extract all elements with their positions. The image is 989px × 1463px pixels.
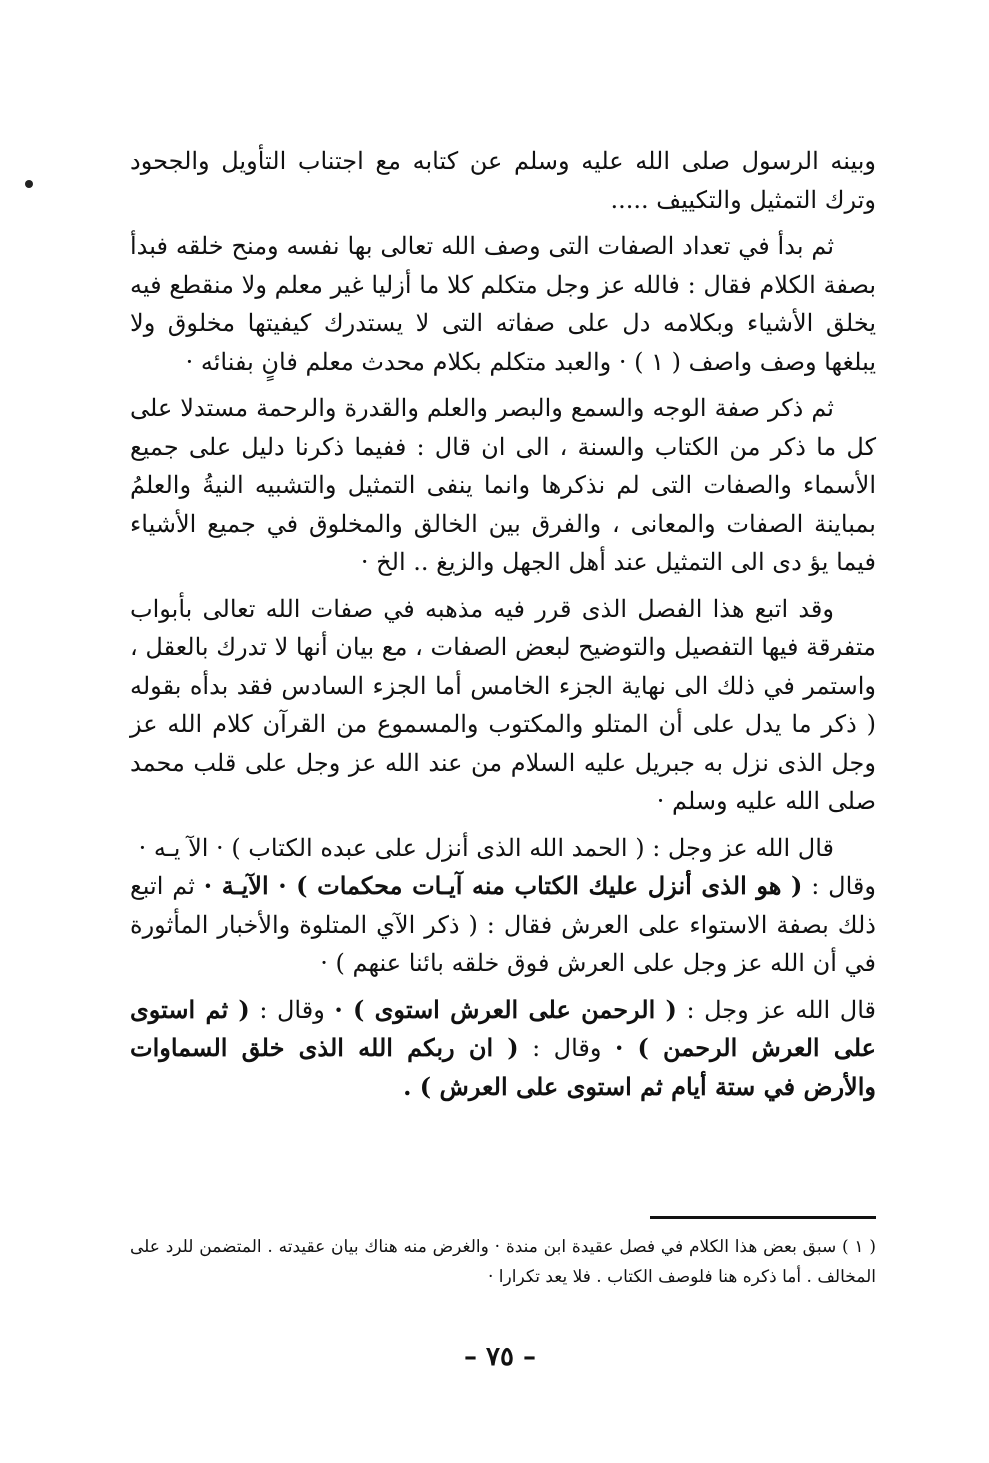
- quran-quote-bold: ( هو الذى أنزل عليك الكتاب منه آيـات محكمات ) · الآيـة ·: [203, 871, 803, 900]
- paragraph-1: وبينه الرسول صلى الله عليه وسلم عن كتابه مع اجتناب التأويل والجحود وترك التمثيل والتكييف .....: [130, 147, 876, 214]
- footnote-text: ( ١ ) سبق بعض هذا الكلام في فصل عقيدة ابن مندة · والغرض منه هناك بيان عقيدته . المتضمن للرد على المخالف . أما ذكره هنا فلوصف الكتاب . فلا يعد تكرارا ·: [130, 1237, 876, 1287]
- verse-lead: قال الله عز وجل :: [676, 995, 876, 1024]
- paragraph-3: ثم ذكر صفة الوجه والسمع والبصر والعلم والقدرة والرحمة مستدلا على كل ما ذكر من الكتاب والسنة ، الى ان قال : ففيما ذكرنا دليل على جميع الأسماء والصفات التى لم نذكرها وانما ينفى التمثيل والتشبيه النيةُ والعلمُ بمباينة الصفات والمعانى ، والفرق بين الخالق والمخلوق في جميع الأشياء فيما يؤ دى الى التمثيل عند أهل الجهل والزيغ .. الخ ·: [130, 394, 876, 576]
- quran-quote-intro: قال الله عز وجل : ( الحمد الله الذى أنزل على عبده الكتاب ) · الآ يـه ·: [138, 833, 834, 862]
- scan-speck: [25, 180, 33, 188]
- quran-quote-lead: وقال :: [802, 872, 876, 900]
- verse-1: ( الرحمن على العرش استوى ) ·: [334, 994, 677, 1024]
- main-text: [130, 142, 876, 1114]
- paragraph-4: وقد اتبع هذا الفصل الذى قرر فيه مذهبه في صفات الله تعالى بأبواب متفرقة فيها التفصيل والتوضيح لبعض الصفات ، مع بيان أنها لا تدرك بالعقل ، واستمر في ذلك الى نهاية الجزء الخامس أما الجزء السادس فقد بدأه بقوله ( ذكر ما يدل على أن المتلو والمكتوب والمسموع من القرآن كلام الله عز وجل الذى نزل به جبريل عليه السلام من عند الله عز وجل على قلب محمد صلى الله عليه وسلم ·: [130, 594, 876, 815]
- paragraph-2: ثم بدأ في تعداد الصفات التى وصف الله تعالى بها نفسه ومنح خلقه فبدأ بصفة الكلام فقال : فالله عز وجل متكلم كلا ما أزليا غير معلم ولا منقطع فيه يخلق الأشياء وبكلامه دل على صفاته التى لا يستدرك كيفيتها مخلوق ولا يبلغها وصف واصف ( ١ ) · والعبد متكلم بكلام محدث معلم فانٍ بفنائه ·: [130, 232, 876, 376]
- page-number: – ٧٥ –: [463, 1342, 537, 1372]
- verse-2: ( ثم استوى على العرش الرحمن ) ·: [130, 994, 877, 1062]
- verse-connector-1: وقال :: [249, 995, 335, 1024]
- istiwa-intro: ثم اتبع ذلك بصفة الاستواء على العرش فقال : ( ذكر الآي المتلوة والأخبار المأثورة في أن الله عز وجل على العرش فوق خلقه بائنا عنهم ) ·: [130, 872, 876, 977]
- verse-3: ( ان ربكم الله الذى خلق السماوات والأرض في ستة أيام ثم استوى على العرش ) .: [130, 1033, 876, 1101]
- paragraph-6: [130, 991, 876, 1107]
- verse-connector-2: وقال :: [518, 1034, 615, 1062]
- paragraph-5: [130, 829, 876, 983]
- footnote-divider: [650, 1216, 876, 1219]
- footnote: [130, 1232, 876, 1292]
